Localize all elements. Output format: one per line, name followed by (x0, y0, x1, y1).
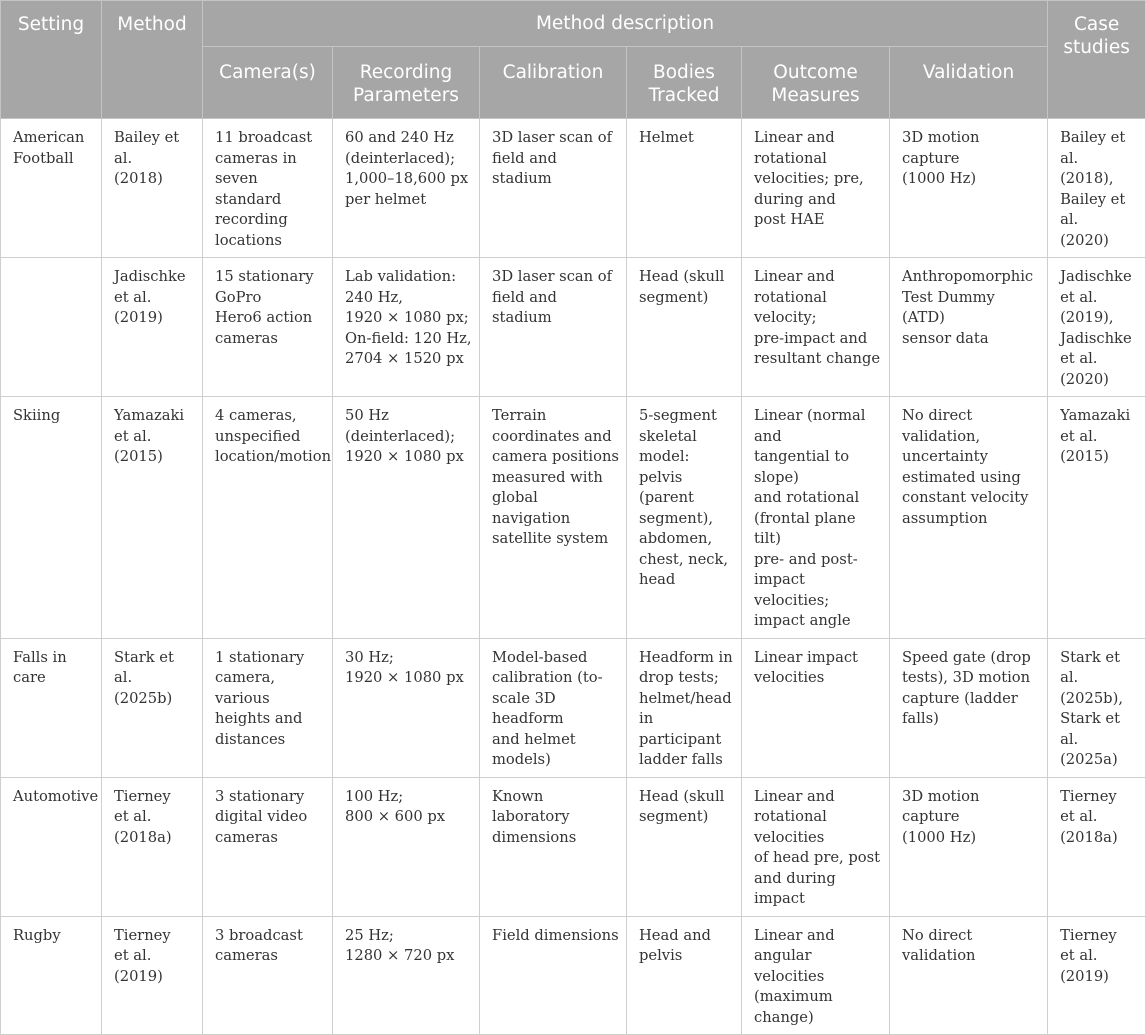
cell-recording: Lab validation: 240 Hz, 1920 × 1080 px; On-field: 120 Hz, 2704 × 1520 px (333, 258, 480, 397)
cell-outcome: Linear and angular velocities (maximum change) (742, 916, 890, 1035)
cell-calibration: Terrain coordinates and camera positions measured with global navigation satellite system (480, 397, 627, 639)
cell-camera: 15 stationary GoPro Hero6 action cameras (203, 258, 333, 397)
cell-bodies: Head (skull segment) (627, 258, 742, 397)
cell-bodies: Headform in drop tests; helmet/head in participant ladder falls (627, 638, 742, 777)
cell-recording: 25 Hz; 1280 × 720 px (333, 916, 480, 1035)
cell-setting: Automotive (1, 777, 102, 916)
table-row (1, 638, 1145, 777)
header-method-description: Method description (203, 1, 1048, 47)
table-row (1, 397, 1145, 639)
cell-setting: Skiing (1, 397, 102, 639)
cell-method: Tierney et al. (2019) (102, 916, 203, 1035)
header-setting: Setting (1, 1, 102, 119)
cell-method: Bailey et al. (2018) (102, 119, 203, 258)
table-row (1, 916, 1145, 1035)
cell-case-studies: Bailey et al. (2018), Bailey et al. (2020) (1048, 119, 1145, 258)
header-calibration: Calibration (480, 47, 627, 119)
cell-recording: 30 Hz; 1920 × 1080 px (333, 638, 480, 777)
cell-outcome: Linear and rotational velocity; pre-impact and resultant change (742, 258, 890, 397)
cell-outcome: Linear and rotational velocities; pre, during and post HAE (742, 119, 890, 258)
header-outcome-measures: Outcome Measures (742, 47, 890, 119)
cell-validation: 3D motion capture (1000 Hz) (890, 119, 1048, 258)
cell-camera: 4 cameras, unspecified location/motion (203, 397, 333, 639)
cell-camera: 11 broadcast cameras in seven standard recording locations (203, 119, 333, 258)
cell-setting: Falls in care (1, 638, 102, 777)
cell-camera: 3 stationary digital video cameras (203, 777, 333, 916)
table-row (1, 119, 1145, 258)
cell-case-studies: Jadischke et al. (2019), Jadischke et al. (2020) (1048, 258, 1145, 397)
cell-method: Stark et al. (2025b) (102, 638, 203, 777)
cell-calibration: Known laboratory dimensions (480, 777, 627, 916)
cell-setting: American Football (1, 119, 102, 258)
cell-calibration: 3D laser scan of field and stadium (480, 258, 627, 397)
cell-setting: Rugby (1, 916, 102, 1035)
cell-method: Tierney et al. (2018a) (102, 777, 203, 916)
cell-case-studies: Tierney et al. (2019) (1048, 916, 1145, 1035)
cell-recording: 100 Hz; 800 × 600 px (333, 777, 480, 916)
cell-method: Yamazaki et al. (2015) (102, 397, 203, 639)
cell-recording: 50 Hz (deinterlaced); 1920 × 1080 px (333, 397, 480, 639)
table-row (1, 258, 1145, 397)
cell-bodies: Head and pelvis (627, 916, 742, 1035)
cell-outcome: Linear (normal and tangential to slope) and rotational (frontal plane tilt) pre- and post- impact velocities; impact angle (742, 397, 890, 639)
header-case-studies: Case studies (1048, 1, 1145, 119)
cell-validation: Speed gate (drop tests), 3D motion capture (ladder falls) (890, 638, 1048, 777)
header-row-top (1, 1, 1145, 47)
header-validation: Validation (890, 47, 1048, 119)
cell-bodies: Helmet (627, 119, 742, 258)
cell-camera: 1 stationary camera, various heights and distances (203, 638, 333, 777)
cell-method: Jadischke et al. (2019) (102, 258, 203, 397)
header-recording-parameters: Recording Parameters (333, 47, 480, 119)
cell-bodies: 5-segment skeletal model: pelvis (parent segment), abdomen, chest, neck, head (627, 397, 742, 639)
header-bodies-tracked: Bodies Tracked (627, 47, 742, 119)
cell-calibration: 3D laser scan of field and stadium (480, 119, 627, 258)
cell-calibration: Field dimensions (480, 916, 627, 1035)
cell-validation: No direct validation (890, 916, 1048, 1035)
cell-camera: 3 broadcast cameras (203, 916, 333, 1035)
cell-case-studies: Tierney et al. (2018a) (1048, 777, 1145, 916)
cell-outcome: Linear and rotational velocities of head pre, post and during impact (742, 777, 890, 916)
cell-outcome: Linear impact velocities (742, 638, 890, 777)
cell-validation: 3D motion capture (1000 Hz) (890, 777, 1048, 916)
cell-validation: Anthropomorphic Test Dummy (ATD) sensor data (890, 258, 1048, 397)
cell-calibration: Model-based calibration (to- scale 3D headform and helmet models) (480, 638, 627, 777)
cell-recording: 60 and 240 Hz (deinterlaced); 1,000–18,600 px per helmet (333, 119, 480, 258)
header-method: Method (102, 1, 203, 119)
header-cameras: Camera(s) (203, 47, 333, 119)
cell-case-studies: Stark et al. (2025b), Stark et al. (2025a) (1048, 638, 1145, 777)
cell-bodies: Head (skull segment) (627, 777, 742, 916)
cell-case-studies: Yamazaki et al. (2015) (1048, 397, 1145, 639)
cell-setting (1, 258, 102, 397)
cell-validation: No direct validation, uncertainty estimated using constant velocity assumption (890, 397, 1048, 639)
